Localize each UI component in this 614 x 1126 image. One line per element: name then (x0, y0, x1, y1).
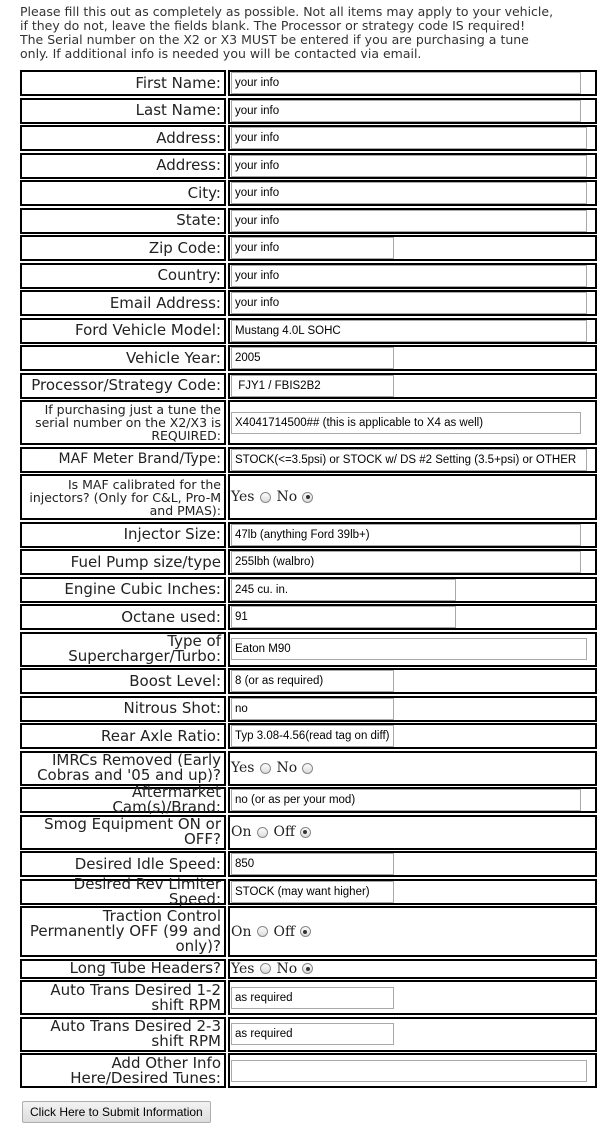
idle-speed-row (20, 851, 597, 877)
country-row (20, 263, 597, 289)
intro-line: only. If additional info is needed you will be contacted via email. (20, 46, 422, 61)
address2-input[interactable]: your info (231, 155, 587, 177)
intro-line: Please fill this out as completely as possible. Not all items may apply to your vehicle, (20, 4, 554, 19)
strategy-code-label: Processor/Strategy Code: (20, 373, 226, 399)
imrc-label: IMRCs Removed (Early Cobras and '05 and up)? (20, 751, 226, 786)
serial-input[interactable]: X4041714500## (this is applicable to X4 as well) (231, 412, 581, 434)
other-info-label: Add Other Info Here/Desired Tunes: (20, 1053, 226, 1088)
first-name-row (20, 70, 597, 96)
nitrous-label: Nitrous Shot: (20, 696, 226, 722)
shift-23-row (20, 1017, 597, 1052)
idle-speed-input[interactable]: 850 (231, 853, 394, 875)
cams-input[interactable]: no (or as per your mod) (231, 789, 581, 811)
serial-row (20, 400, 597, 445)
other-info-row (20, 1053, 597, 1088)
headers-row (20, 959, 597, 979)
rev-limiter-label: Desired Rev Limiter Speed: (20, 879, 226, 905)
fuel-pump-label: Fuel Pump size/type (20, 549, 226, 575)
email-row (20, 290, 597, 316)
address1-label: Address: (20, 125, 226, 151)
email-label: Email Address: (20, 290, 226, 316)
headers-radio-group: Yes No (231, 961, 319, 977)
injector-size-row (20, 522, 597, 548)
country-label: Country: (20, 263, 226, 289)
maf-calibrated-label: Is MAF calibrated for the injectors? (Only for C&L, Pro-M and PMAS): (20, 474, 226, 520)
maf-brand-row (20, 447, 597, 473)
maf-calibrated-yes-radio[interactable] (260, 492, 271, 503)
address1-row (20, 125, 597, 151)
axle-ratio-row (20, 723, 597, 749)
axle-ratio-input[interactable]: Typ 3.08-4.56(read tag on diff) (231, 725, 394, 747)
maf-brand-input[interactable]: STOCK(<=3.5psi) or STOCK w/ DS #2 Setting (3.5+psi) or OTHER (231, 449, 587, 471)
maf-calibrated-no-radio[interactable] (302, 492, 313, 503)
engine-ci-row (20, 577, 597, 603)
axle-ratio-label: Rear Axle Ratio: (20, 723, 226, 749)
injector-size-label: Injector Size: (20, 522, 226, 548)
injector-size-input[interactable]: 47lb (anything Ford 39lb+) (231, 524, 581, 546)
octane-label: Octane used: (20, 604, 226, 630)
shift-12-row (20, 980, 597, 1015)
rev-limiter-row (20, 874, 597, 908)
state-row (20, 208, 597, 234)
engine-ci-input[interactable]: 245 cu. in. (231, 579, 456, 601)
supercharger-row (20, 632, 597, 667)
shift-23-label: Auto Trans Desired 2-3 shift RPM (20, 1017, 226, 1052)
imrc-radio-group: Yes No (231, 760, 319, 776)
smog-label: Smog Equipment ON or OFF? (20, 815, 226, 850)
strategy-code-row (20, 373, 597, 399)
smog-on-radio[interactable] (257, 827, 268, 838)
traction-row (20, 906, 597, 957)
state-label: State: (20, 208, 226, 234)
rev-limiter-input[interactable]: STOCK (may want higher) (231, 881, 394, 903)
maf-calibrated-row (20, 474, 597, 520)
octane-row (20, 604, 597, 630)
traction-radio-group: On Off (231, 924, 317, 940)
city-label: City: (20, 180, 226, 206)
city-input[interactable]: your info (231, 182, 587, 204)
shift-12-label: Auto Trans Desired 1-2 shift RPM (20, 980, 226, 1015)
order-form-table (20, 70, 597, 1090)
state-input[interactable]: your info (231, 210, 587, 232)
vehicle-year-input[interactable]: 2005 (231, 347, 394, 369)
address2-label: Address: (20, 153, 226, 179)
vehicle-year-row (20, 345, 597, 371)
first-name-input[interactable]: your info (231, 72, 581, 94)
last-name-row (20, 98, 597, 124)
engine-ci-label: Engine Cubic Inches: (20, 577, 226, 603)
maf-calibrated-radio-group: Yes No (231, 489, 319, 505)
imrc-row (20, 751, 597, 786)
traction-on-radio[interactable] (257, 926, 268, 937)
nitrous-input[interactable]: no (231, 698, 394, 720)
intro-line: if they do not, leave the fields blank. The Processor or strategy code IS required! (20, 18, 526, 33)
vehicle-year-label: Vehicle Year: (20, 345, 226, 371)
city-row (20, 180, 597, 206)
shift-12-input[interactable]: as required (231, 987, 394, 1009)
headers-label: Long Tube Headers? (20, 959, 226, 979)
idle-speed-label: Desired Idle Speed: (20, 851, 226, 877)
octane-input[interactable]: 91 (231, 606, 456, 628)
serial-label: If purchasing just a tune the serial number on the X2/X3 is REQUIRED: (20, 400, 226, 445)
first-name-label: First Name: (20, 70, 226, 96)
address1-input[interactable]: your info (231, 127, 587, 149)
boost-label: Boost Level: (20, 668, 226, 694)
last-name-label: Last Name: (20, 98, 226, 124)
smog-radio-group: On Off (231, 824, 317, 840)
vehicle-model-label: Ford Vehicle Model: (20, 318, 226, 344)
intro-line: The Serial number on the X2 or X3 MUST be entered if you are purchasing a tune (20, 32, 529, 47)
fuel-pump-input[interactable]: 255lbh (walbro) (231, 551, 581, 573)
shift-23-input[interactable]: as required (231, 1023, 394, 1045)
other-info-textarea[interactable] (231, 1060, 587, 1082)
supercharger-input[interactable]: Eaton M90 (231, 638, 587, 660)
boost-input[interactable]: 8 (or as required) (231, 670, 394, 692)
maf-brand-label: MAF Meter Brand/Type: (20, 447, 226, 473)
cams-label: Aftermarket Cam(s)/Brand: (20, 787, 226, 813)
headers-no-radio[interactable] (302, 963, 313, 974)
vehicle-model-row (20, 318, 597, 344)
zip-input[interactable]: your info (231, 237, 394, 259)
traction-off-radio[interactable] (300, 926, 311, 937)
last-name-input[interactable]: your info (231, 100, 581, 122)
cams-row (20, 783, 597, 816)
address2-row (20, 153, 597, 179)
zip-label: Zip Code: (20, 235, 226, 261)
smog-off-radio[interactable] (300, 827, 311, 838)
headers-yes-radio[interactable] (260, 963, 271, 974)
submit-button[interactable]: Click Here to Submit Information (22, 1101, 211, 1123)
boost-row (20, 668, 597, 694)
nitrous-row (20, 696, 597, 722)
vehicle-model-input[interactable]: Mustang 4.0L SOHC (231, 320, 587, 342)
intro-text (20, 5, 610, 61)
imrc-yes-radio[interactable] (260, 763, 271, 774)
smog-row (20, 815, 597, 850)
country-input[interactable]: your info (231, 265, 587, 287)
fuel-pump-row (20, 549, 597, 575)
imrc-no-radio[interactable] (302, 763, 313, 774)
strategy-code-input[interactable]: FJY1 / FBIS2B2 (231, 375, 394, 397)
email-input[interactable]: your info (231, 292, 587, 314)
supercharger-label: Type of Supercharger/Turbo: (20, 632, 226, 667)
zip-row (20, 235, 597, 261)
traction-label: Traction Control Permanently OFF (99 and only)? (20, 906, 226, 957)
